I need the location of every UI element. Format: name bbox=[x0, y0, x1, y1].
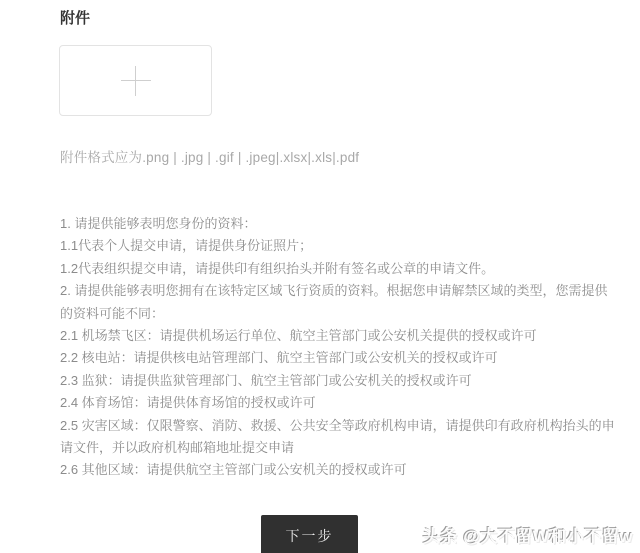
toutiao-watermark: 头条 @大不留W和小不留w bbox=[422, 527, 633, 546]
instructions-block bbox=[60, 213, 615, 482]
instruction-line: 1.2代表组织提交申请，请提供印有组织抬头并附有签名或公章的申请文件。 bbox=[60, 260, 495, 276]
instruction-line: 1. 请提供能够表明您身份的资料： bbox=[60, 216, 257, 231]
instruction-line: 2.5 灾害区域：仅限警察、消防、救援、公共安全等政府机构申请，请提供印有政府机构抬头的申 bbox=[60, 417, 615, 433]
attachment-upload-button[interactable] bbox=[59, 45, 212, 116]
instruction-line: 请文件，并以政府机构邮箱地址提交申请 bbox=[60, 439, 295, 455]
instruction-line: 2.2 核电站：请提供核电站管理部门、航空主管部门或公安机关的授权或许可 bbox=[60, 350, 498, 366]
page-title: 附件 bbox=[60, 10, 91, 27]
instruction-line: 1.1代表个人提交申请，请提供身份证照片； bbox=[60, 238, 313, 254]
instruction-line: 2.6 其他区域：请提供航空主管部门或公安机关的授权或许可 bbox=[60, 462, 407, 478]
instruction-line: 2.3 监狱：请提供监狱管理部门、航空主管部门或公安机关的授权或许可 bbox=[60, 372, 472, 388]
instruction-line: 2.4 体育场馆：请提供体育场馆的授权或许可 bbox=[60, 395, 316, 411]
plus-icon bbox=[121, 66, 151, 96]
instruction-line: 2.1 机场禁飞区：请提供机场运行单位、航空主管部门或公安机关提供的授权或许可 bbox=[60, 327, 537, 343]
next-step-button[interactable]: 下一步 bbox=[261, 515, 358, 553]
attachment-format-note: 附件格式应为.png | .jpg | .gif | .jpeg|.xlsx|.xls|.pdf bbox=[60, 150, 360, 165]
instruction-line: 2. 请提供能够表明您拥有在该特定区域飞行资质的资料。根据您申请解禁区域的类型，您需提供 bbox=[60, 283, 608, 299]
instruction-line: 的资料可能不同： bbox=[60, 305, 165, 321]
